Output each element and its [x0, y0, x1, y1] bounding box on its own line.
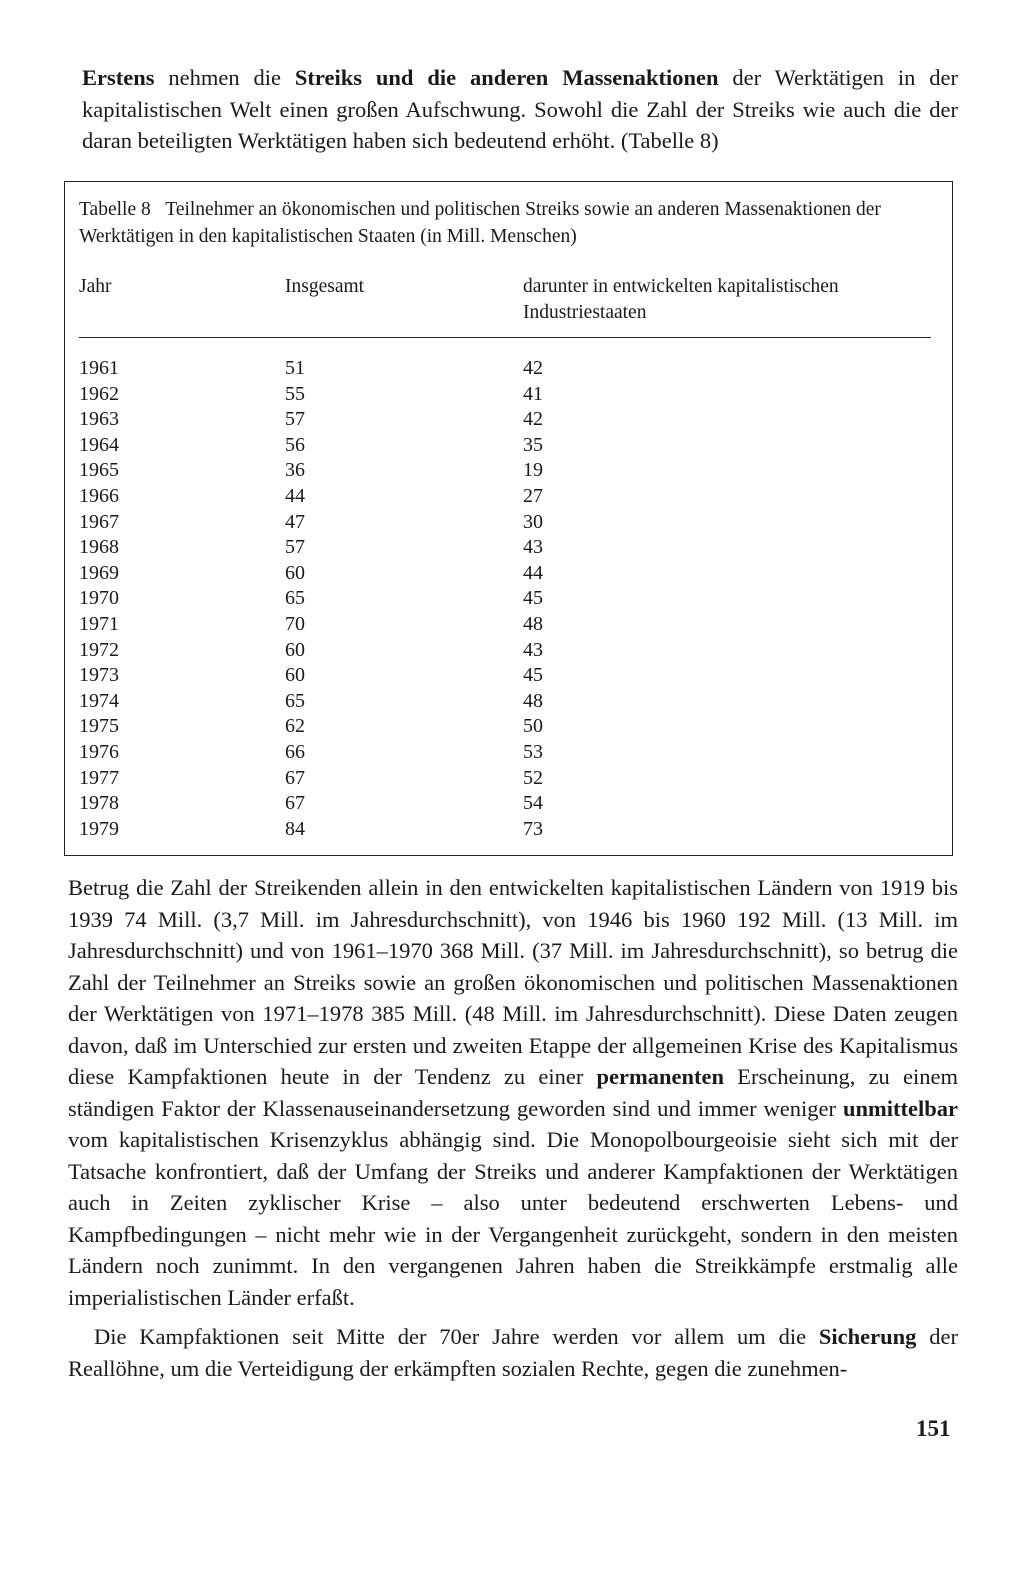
- cell-year: 1962: [79, 382, 119, 405]
- intro-text-2: der Werktätigen in der kapitalistischen Welt einen großen Aufschwung. Sowohl die Zahl der Streiks wie auch die der daran beteiligten Werktätigen haben sich bedeutend erhöht. (Tabelle 8): [82, 65, 959, 153]
- header-year: Jahr: [79, 276, 112, 297]
- table-row: [79, 407, 679, 433]
- table-row: [79, 561, 679, 587]
- intro-bold-1: Streiks und die anderen Massenaktionen: [294, 65, 719, 90]
- cell-developed: 48: [523, 689, 543, 712]
- cell-total: 67: [285, 792, 305, 815]
- cell-developed: 41: [523, 382, 543, 405]
- cell-total: 60: [285, 638, 305, 661]
- cell-year: 1968: [79, 536, 119, 559]
- cell-developed: 73: [523, 817, 543, 840]
- p2-bold-1: permanenten: [596, 1064, 725, 1089]
- cell-developed: 50: [523, 715, 543, 738]
- cell-total: 84: [285, 817, 305, 840]
- table-caption-text: Teilnehmer an ökonomischen und politischen Streiks sowie an anderen Massenaktionen der Werktätigen in den kapitalistischen Staaten (in Mill. Menschen): [79, 199, 881, 247]
- cell-year: 1967: [79, 510, 119, 533]
- cell-developed: 43: [523, 536, 543, 559]
- table-row: [79, 791, 679, 817]
- cell-year: 1974: [79, 689, 119, 712]
- cell-total: 57: [285, 536, 305, 559]
- cell-developed: 43: [523, 638, 543, 661]
- cell-year: 1978: [79, 792, 119, 815]
- table-8: [64, 181, 953, 856]
- cell-total: 51: [285, 357, 305, 379]
- table-row: [79, 714, 679, 740]
- intro-text-1: nehmen die: [154, 65, 295, 90]
- table-header-rule: [79, 337, 931, 338]
- cell-developed: 27: [523, 484, 543, 507]
- paragraph-3: [68, 1321, 958, 1384]
- cell-developed: 42: [523, 408, 543, 431]
- table-row: [79, 433, 679, 459]
- table-row: [79, 382, 679, 408]
- table-row: [79, 586, 679, 612]
- cell-total: 56: [285, 433, 305, 456]
- cell-total: 60: [285, 664, 305, 687]
- p2-text-2: Erscheinung, zu einem ständigen Faktor der Klassenauseinandersetzung geworden sind und immer weniger: [68, 1064, 958, 1121]
- table-body: [79, 356, 679, 842]
- cell-total: 66: [285, 740, 305, 763]
- header-developed: darunter in entwickelten kapitalistischen Industriestaaten: [523, 276, 839, 323]
- cell-total: 65: [285, 587, 305, 610]
- table-row: [79, 766, 679, 792]
- table-row: [79, 535, 679, 561]
- cell-total: 36: [285, 459, 305, 482]
- header-total: Insgesamt: [285, 276, 365, 297]
- cell-developed: 45: [523, 664, 543, 687]
- cell-total: 55: [285, 382, 305, 405]
- table-row: [79, 510, 679, 536]
- cell-developed: 19: [523, 459, 543, 482]
- p2-text-1: Betrug die Zahl der Streikenden allein in den entwickelten kapitalistischen Ländern von 1919 bis 1939 74 Mill. (3,7 Mill. im Jahresdurchschnitt), von 1946 bis 1960 192 Mill. (13 Mill. im Jahresdurchschnitt) und von 1961–1970 368 Mill. (37 Mill. im Jahresdurchschnitt), so betrug die Zahl der Teilnehmer an Streiks sowie an großen ökonomischen und politischen Massenaktionen der Werktätigen von 1971–1978 385 Mill. (48 Mill. im Jahresdurchschnitt). Diese Daten zeugen davon, daß im Unterschied zur ersten und zweiten Etappe der allgemeinen Krise des Kapitalismus diese Kampfaktionen heute in der Tendenz zu einer: [68, 875, 958, 1089]
- cell-year: 1961: [79, 357, 119, 379]
- cell-developed: 45: [523, 587, 543, 610]
- p3-bold-1: Sicherung: [818, 1324, 917, 1349]
- cell-developed: 53: [523, 740, 543, 763]
- cell-developed: 54: [523, 792, 543, 815]
- cell-total: 60: [285, 561, 305, 584]
- cell-total: 44: [285, 484, 305, 507]
- cell-total: 67: [285, 766, 305, 789]
- cell-total: 47: [285, 510, 305, 533]
- p2-text-3: vom kapitalistischen Krisenzyklus abhängig sind. Die Monopolbourgeoisie sieht sich mit der Tatsache konfrontiert, daß der Umfang der Streiks und anderer Kampfaktionen der Werktätigen auch in Zeiten zyklischer Krise – also unter bedeutend erschwerten Lebens- und Kampfbedingungen – nicht mehr wie in der Vergangenheit zurückgeht, sondern in den meisten Ländern noch zunimmt. In den vergangenen Jahren haben die Streikkämpfe erstmalig alle imperialistischen Länder erfaßt.: [68, 1127, 958, 1310]
- table-row: [79, 458, 679, 484]
- cell-total: 65: [285, 689, 305, 712]
- table-caption: [79, 196, 941, 250]
- cell-year: 1969: [79, 561, 119, 584]
- table-row: [79, 612, 679, 638]
- cell-total: 62: [285, 715, 305, 738]
- table-row: [79, 689, 679, 715]
- table-row: [79, 740, 679, 766]
- cell-year: 1977: [79, 766, 119, 789]
- paragraph-2: [68, 872, 958, 1313]
- p3-text-1: Die Kampfaktionen seit Mitte der 70er Jahre werden vor allem um die: [94, 1324, 819, 1349]
- intro-paragraph: [82, 62, 958, 157]
- cell-year: 1976: [79, 740, 119, 763]
- table-row: [79, 356, 679, 382]
- cell-year: 1966: [79, 484, 119, 507]
- table-row: [79, 817, 679, 843]
- cell-year: 1975: [79, 715, 119, 738]
- page-number: 151: [916, 1416, 951, 1441]
- p2-bold-2: unmittelbar: [843, 1095, 958, 1121]
- page-body: [68, 872, 958, 1384]
- cell-year: 1970: [79, 587, 119, 610]
- cell-developed: 52: [523, 766, 543, 789]
- table-row: [79, 484, 679, 510]
- cell-year: 1965: [79, 459, 119, 482]
- cell-year: 1973: [79, 664, 119, 687]
- cell-total: 70: [285, 612, 305, 635]
- cell-total: 57: [285, 408, 305, 431]
- cell-year: 1963: [79, 408, 119, 431]
- cell-developed: 42: [523, 357, 543, 379]
- page-top: [68, 62, 958, 157]
- table-row: [79, 638, 679, 664]
- cell-year: 1972: [79, 638, 119, 661]
- cell-year: 1979: [79, 817, 119, 840]
- cell-developed: 30: [523, 510, 543, 533]
- cell-year: 1964: [79, 433, 119, 456]
- cell-developed: 44: [523, 561, 543, 584]
- table-label: Tabelle 8: [79, 199, 151, 220]
- table-row: [79, 663, 679, 689]
- cell-developed: 48: [523, 612, 543, 635]
- cell-developed: 35: [523, 433, 543, 456]
- cell-year: 1971: [79, 612, 119, 635]
- intro-lead: Erstens: [82, 65, 155, 90]
- p3-text-2: der Reallöhne, um die Verteidigung der erkämpften sozialen Rechte, gegen die zunehmen-: [68, 1324, 958, 1381]
